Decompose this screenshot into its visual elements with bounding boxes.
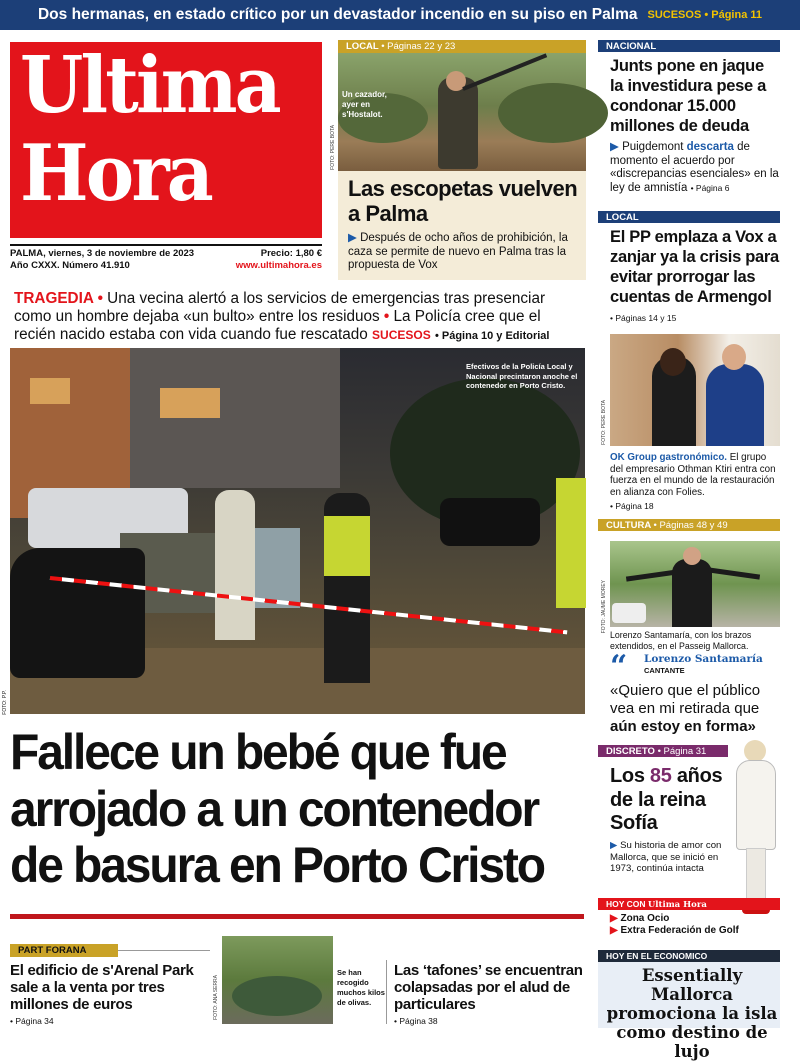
photo-person-head <box>722 344 746 370</box>
photo-person <box>706 364 764 446</box>
hoy-brand: Ultima Hora <box>647 900 707 910</box>
section-tag-nacional <box>598 40 780 52</box>
discreto-body: Su historia de amor con Mallorca, que se inició en 1973, continúa intacta <box>610 840 722 874</box>
local-pp-headline[interactable]: El PP emplaza a Vox a zanjar ya la crisis para evitar prorrogar las cuentas de Armengol <box>610 228 779 306</box>
tafones-headline[interactable]: Las ‘tafones’ se encuentran colapsadas por el alud de particulares <box>394 962 583 1013</box>
nacional-summary <box>610 141 780 195</box>
hoy-label: HOY CON <box>606 899 648 909</box>
tafones-page: • Página 38 <box>394 1016 438 1026</box>
main-headline[interactable]: Fallece un bebé que fue arrojado a un contenedor de basura en Porto Cristo <box>10 724 544 893</box>
main-photo-credit: FOTO: P.P. <box>2 690 8 715</box>
main-rule <box>10 914 584 919</box>
hunting-body: Después de ocho años de prohibición, la caza se permite de nuevo en Palma tras la propuesta de Vox <box>348 232 568 271</box>
masthead-price <box>200 248 322 272</box>
section-name: DISCRETO <box>606 746 655 757</box>
economico-headline[interactable]: Essentially Mallorca promociona la isla como destino de lujo <box>606 966 778 1061</box>
photo-person-head <box>660 348 686 376</box>
quote-text: «Quiero que el público vea en mi retirada que <box>610 682 761 717</box>
ok-group-summary[interactable] <box>610 452 780 513</box>
hoy-con-tag <box>598 898 780 910</box>
discreto-summary <box>610 840 732 875</box>
photo-motorbike <box>440 498 540 546</box>
price: Precio: 1,80 € <box>260 248 322 259</box>
photo-caption: Un cazador, ayer en s'Hostalot. <box>342 90 387 119</box>
divider <box>386 960 387 1024</box>
arrow-right-icon: ▶ <box>610 141 619 153</box>
discreto-headline-a: Los <box>610 765 650 787</box>
ok-group-photo[interactable] <box>610 334 780 446</box>
top-banner[interactable] <box>0 0 800 32</box>
arrow-right-icon: ▶ <box>610 925 618 936</box>
olive-caption: Se han recogido muchos kilos de olivas. <box>337 968 385 1007</box>
tragedy-section: SUCESOS <box>372 328 431 342</box>
discreto-headline-number: 85 <box>649 765 672 787</box>
section-tag-local <box>338 40 586 53</box>
photo-coat <box>736 760 776 850</box>
nacional-highlight: descarta <box>686 141 734 153</box>
photo-officer <box>556 478 586 608</box>
photo-singer-head <box>683 547 701 565</box>
cultura-photo[interactable] <box>610 541 780 627</box>
ok-group-body: El grupo del empresario Othman Ktiri entra con fuerza en el mundo de la restauración en alianza con Folies. <box>610 452 776 498</box>
ok-group-lead: OK Group gastronómico. <box>610 452 728 463</box>
main-photo-caption: Efectivos de la Policía Local y Nacional precintaron anoche el contenedor en Porto Cristo. <box>466 362 578 390</box>
cultura-quote[interactable] <box>610 682 780 736</box>
main-photo[interactable] <box>10 348 585 714</box>
section-pages: • Páginas 48 y 49 <box>653 520 728 531</box>
photo-credit: FOTO: ANA SERRA <box>213 975 219 1020</box>
photo-building <box>130 348 340 488</box>
nacional-body-lead: Puigdemont <box>622 141 687 153</box>
section-pages: • Página 31 <box>657 746 707 757</box>
section-name: LOCAL <box>346 41 379 52</box>
photo-officer <box>215 490 255 640</box>
nacional-headline[interactable]: Junts pone en jaque la investidura pese a condonar 15.000 millones de deuda <box>610 57 767 135</box>
logo-line-1: Ultima <box>20 40 279 131</box>
photo-car <box>612 603 646 623</box>
quote-icon: “ <box>610 649 628 684</box>
section-name: PART FORANA <box>18 945 87 956</box>
photo-vest <box>324 516 370 576</box>
section-tag-cultura <box>598 519 780 531</box>
section-tag-discreto <box>598 745 728 757</box>
hunting-headline[interactable]: Las escopetas vuelven a Palma <box>348 176 578 226</box>
olive-photo[interactable] <box>222 936 333 1024</box>
discreto-headline-b: años de la reina Sofía <box>610 765 723 834</box>
section-pages: • Páginas 22 y 23 <box>381 41 456 52</box>
section-tag-part-forana <box>10 944 118 957</box>
logo-line-2: Hora <box>20 128 211 219</box>
photo-credit: FOTO: JAUME MOREY <box>601 580 607 634</box>
top-banner-section: SUCESOS • Página 11 <box>647 9 762 21</box>
ok-group-page: • Página 18 <box>610 501 654 511</box>
economico-label: HOY EN EL ECONOMICO <box>606 951 708 961</box>
photo-hair <box>744 740 766 762</box>
queen-sofia-photo[interactable] <box>728 740 784 918</box>
arrow-right-icon: ▶ <box>348 232 357 244</box>
photo-singer <box>672 559 712 627</box>
top-banner-headline[interactable]: Dos hermanas, en estado crítico por un devastador incendio en su piso en Palma <box>37 6 638 23</box>
photo-olives <box>232 976 322 1016</box>
photo-window <box>160 388 220 418</box>
bullet-icon: • <box>383 308 390 325</box>
photo-arm <box>626 569 678 581</box>
photo-window <box>30 378 70 404</box>
tragedy-text-2: La Policía cree que el recién nacido estaba con vida cuando fue rescatado <box>14 308 541 343</box>
hoy-con-list <box>610 913 739 937</box>
hunting-summary <box>348 232 582 273</box>
tragedy-pages: • Página 10 y Editorial <box>434 330 550 342</box>
nacional-body-rest: de momento el acuerdo por «discrepancias esenciales» en la ley de amnistía <box>610 141 779 194</box>
hoy-item-1: Zona Ocio <box>620 913 670 924</box>
photo-car <box>10 548 145 678</box>
part-forana-headline[interactable]: El edificio de s'Arenal Park sale a la venta por tres millones de euros <box>10 962 194 1013</box>
tragedy-summary[interactable] <box>14 290 584 345</box>
list-item[interactable] <box>610 925 739 937</box>
divider <box>118 950 210 951</box>
section-name: CULTURA <box>606 520 651 531</box>
quote-author-role: CANTANTE <box>644 666 685 675</box>
tragedy-label: TRAGEDIA <box>14 290 94 307</box>
cultura-caption: Lorenzo Santamaría, con los brazos extendidos, en el Passeig Mallorca. <box>610 630 752 651</box>
dateline: PALMA, viernes, 3 de noviembre de 2023 <box>10 248 195 259</box>
section-name: LOCAL <box>606 212 639 223</box>
tragedy-text-1: Una vecina alertó a los servicios de emergencias tras presenciar como un hombre dejaba «un bulto» entre los residuos <box>14 290 546 325</box>
arrow-right-icon: ▶ <box>610 913 618 924</box>
issue-number: Año CXXX. Número 41.910 <box>10 260 130 271</box>
quote-author: Lorenzo Santamaría <box>644 653 763 665</box>
website-link[interactable]: www.ultimahora.es <box>235 260 322 271</box>
arrow-right-icon: ▶ <box>610 840 618 851</box>
photo-bush <box>498 83 608 143</box>
local-pp-pages: • Páginas 14 y 15 <box>610 313 677 323</box>
list-item[interactable] <box>610 913 739 925</box>
masthead-dateline <box>10 248 194 272</box>
bullet-icon: • <box>93 290 103 307</box>
discreto-headline[interactable] <box>610 765 728 836</box>
economico-tag <box>598 950 780 962</box>
masthead-logo[interactable] <box>10 42 322 238</box>
photo-credit: FOTO: PERE BOTA <box>330 125 336 170</box>
section-tag-local <box>598 211 780 223</box>
photo-arm <box>708 567 760 579</box>
part-forana-page: • Página 34 <box>10 1016 54 1026</box>
section-name: NACIONAL <box>606 41 657 52</box>
quote-emphasis: aún estoy en forma» <box>610 718 756 735</box>
hoy-item-2: Extra Federación de Golf <box>620 925 739 936</box>
nacional-page: • Página 6 <box>690 182 730 193</box>
masthead-rule <box>10 244 322 246</box>
photo-credit: FOTO: PERE BOTA <box>601 400 607 445</box>
